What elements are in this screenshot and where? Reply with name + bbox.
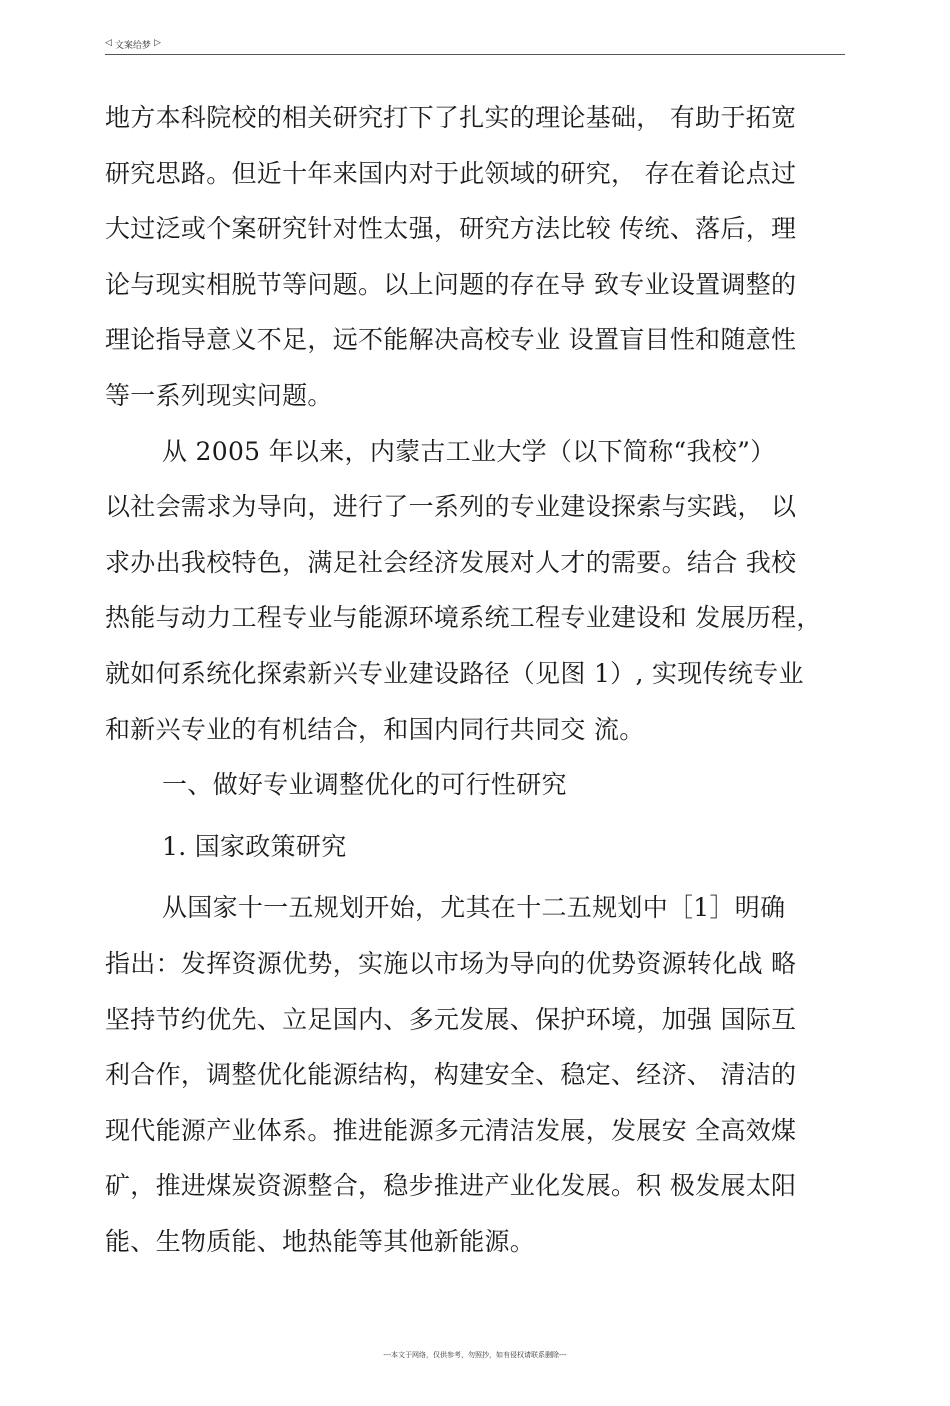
left-triangle-icon: ◁	[105, 38, 112, 48]
body-line: 利合作，调整优化能源结构，构建安全、稳定、经济、 清洁的	[105, 1060, 797, 1090]
body-line: 从国家十一五规划开始，尤其在十二五规划中［1］明确	[162, 893, 786, 923]
section-heading: 一、做好专业调整优化的可行性研究	[162, 770, 567, 800]
body-line: 研究思路。但近十年来国内对于此领域的研究， 存在着论点过	[105, 158, 797, 188]
document-body	[105, 90, 850, 1269]
header-title: 文案给梦	[114, 41, 151, 51]
body-line: 论与现实相脱节等问题。以上问题的存在导 致专业设置调整的	[105, 269, 797, 299]
body-line: 就如何系统化探索新兴专业建设路径（见图 1）, 实现传统专业	[105, 658, 804, 688]
body-line: 能、生物质能、地热能等其他新能源。	[105, 1226, 536, 1256]
body-line: 大过泛或个案研究针对性太强，研究方法比较 传统、落后，理	[105, 214, 797, 244]
page-footer: ---本文于网络，仅供参考，勿照抄，如有侵权请联系删除---	[383, 1351, 567, 1359]
body-line: 现代能源产业体系。推进能源多元清洁发展，发展安 全高效煤	[105, 1115, 797, 1145]
subsection-heading: 1. 国家政策研究	[162, 831, 347, 861]
right-triangle-icon: ▷	[153, 38, 161, 48]
body-line: 和新兴专业的有机结合，和国内同行共同交 流。	[105, 714, 645, 744]
body-line: 以社会需求为导向，进行了一系列的专业建设探索与实践， 以	[105, 492, 797, 522]
body-line: 等一系列现实问题。	[105, 380, 333, 410]
body-line: 坚持节约优先、立足国内、多元发展、保护环境，加强 国际互	[105, 1004, 797, 1034]
body-line: 热能与动力工程专业与能源环境系统工程专业建设和 发展历程，	[105, 603, 822, 633]
body-line: 地方本科院校的相关研究打下了扎实的理论基础， 有助于拓宽	[105, 103, 797, 132]
body-line: 求办出我校特色，满足社会经济发展对人才的需要。结合 我校	[105, 547, 797, 577]
body-line: 矿，推进煤炭资源整合，稳步推进产业化发展。积 极发展太阳	[105, 1171, 797, 1201]
page-header	[105, 38, 845, 55]
body-line: 理论指导意义不足，远不能解决高校专业 设置盲目性和随意性	[105, 325, 797, 355]
body-line: 指出：发挥资源优势，实施以市场为导向的优势资源转化战 略	[105, 948, 797, 978]
body-line: 从 2005 年以来，内蒙古工业大学（以下简称“我校”）	[162, 436, 776, 466]
